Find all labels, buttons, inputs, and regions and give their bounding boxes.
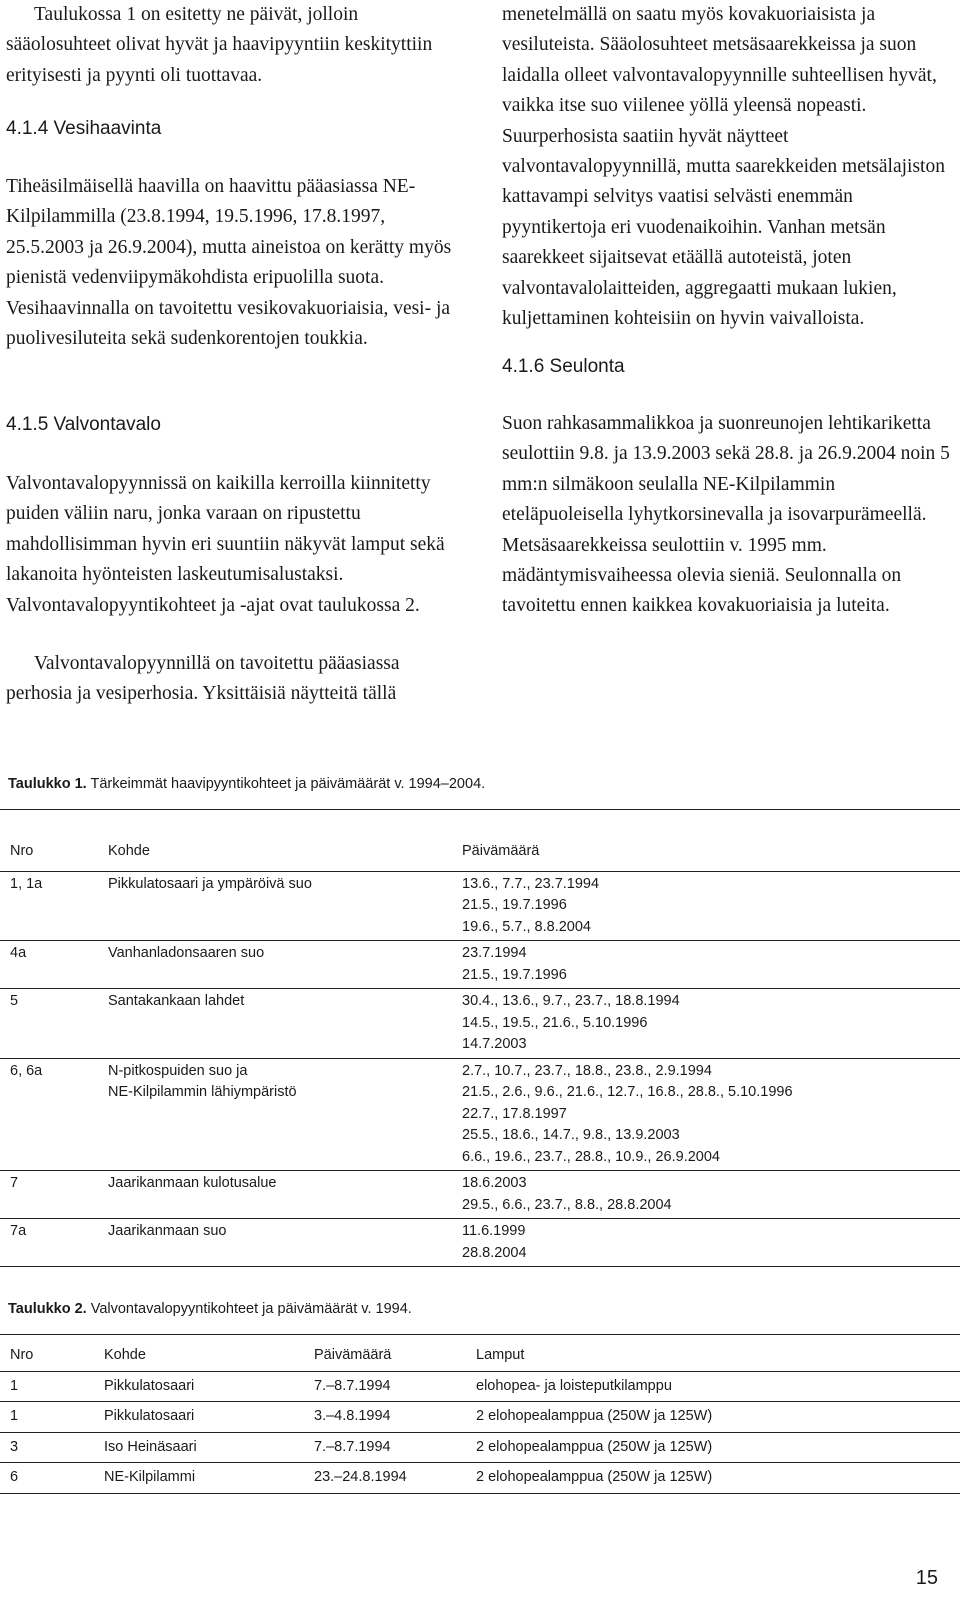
table1-cell-kohde: [108, 1058, 462, 1171]
table1-kohde-line: Pikkulatosaari ja ympäröivä suo: [108, 875, 312, 892]
table1-cell-kohde: [108, 1171, 462, 1219]
table1-date-line: 30.4., 13.6., 9.7., 23.7., 18.8.1994: [462, 993, 680, 1009]
vesihaavinta-paragraph: Tiheäsilmäisellä haavilla on haavittu pääasiassa NE-Kilpilammilla (23.8.1994, 19.5.1996, 17.8.1997, 25.5.2003 ja 26.9.2004), mutta aineistoa on kerätty myös pienistä vedenviipymäkohdista eripuolilla suota. Vesihaavinnalla on tavoitettu vesikovakuoriaisia, vesi- ja puolivesiluteita sekä sudenkorentojen toukkia.: [6, 176, 452, 350]
table1-cell-nro: 4a: [0, 941, 108, 989]
table1-caption-label: Taulukko 1.: [8, 776, 87, 792]
table2-cell-paivamaara: 23.–24.8.1994: [314, 1463, 476, 1494]
table1-row: [0, 1058, 960, 1171]
table1-cell-dates: [462, 989, 960, 1059]
continuation-paragraph: menetelmällä on saatu myös kovakuoriaisista ja vesiluteista. Sääolosuhteet metsäsaarekkeissa ja suon laidalla olleet valvontavalopyynnille suhteellisen hyvät, vaikka itse suo viilenee yöllä yleensä nopeasti. Suurperhosista saatiin hyvät näytteet valvontavalopyynnillä, mutta saarekkeiden metsälajiston kattavampi selvitys vaatisi selvästi enemmän pyyntikertoja eri vuodenaikoihin. Vanhan metsän saarekkeet sijaitsevat etäällä autoteistä, joten valvontavalolaitteiden, aggregaatti mukaan lukien, kuljettaminen kohteisiin on hyvin vaivalloista.: [502, 4, 945, 330]
table1-kohde-line: Jaarikanmaan suo: [108, 1223, 227, 1239]
table2-header-nro: Nro: [0, 1341, 104, 1371]
table2-row: [0, 1371, 960, 1402]
table2-cell-paivamaara: 3.–4.8.1994: [314, 1402, 476, 1433]
table1-cell-nro: 1, 1a: [0, 871, 108, 941]
table2-caption: [8, 1301, 412, 1317]
table1-header-row: [0, 834, 960, 871]
table2-top-rule: [0, 1334, 960, 1335]
table2-header-row: [0, 1341, 960, 1371]
table2-cell-lamput: 2 elohopealamppua (250W ja 125W): [476, 1432, 960, 1463]
table1-cell-dates: [462, 941, 960, 989]
table1-caption-text: Tärkeimmät haavipyyntikohteet ja päivämäärät v. 1994–2004.: [90, 776, 486, 792]
table1-cell-nro: 6, 6a: [0, 1058, 108, 1171]
table1-cell-kohde: [108, 1219, 462, 1267]
valvontavalo-paragraph-2: Valvontavalopyynnillä on tavoitettu pääasiassa perhosia ja vesiperhosia. Yksittäisiä näytteitä tällä: [6, 653, 400, 705]
table1-cell-nro: 7: [0, 1171, 108, 1219]
table2-cell-lamput: 2 elohopealamppua (250W ja 125W): [476, 1463, 960, 1494]
table1-date-line: 22.7., 17.8.1997: [462, 1105, 567, 1122]
seulonta-paragraph: Suon rahkasammalikkoa ja suonreunojen lehtikariketta seulottiin 9.8. ja 13.9.2003 sekä 28.8. ja 26.9.2004 noin 5 mm:n silmäkoon seulalla NE-Kilpilammin eteläpuoleisella lyhytkorsinevalla ja isovarpurämeellä. Metsäsaarekkeissa seulottiin v. 1995 mm. mädäntymisvaiheessa olevia sieniä. Seulonnalla on tavoitettu ennen kaikkea kovakuoriaisia ja luteita.: [502, 413, 950, 617]
table1-date-line: 21.5., 19.7.1996: [462, 966, 567, 983]
table2-cell-kohde: Pikkulatosaari: [104, 1402, 314, 1433]
table1-kohde-line: Santakankaan lahdet: [108, 993, 245, 1009]
table1-date-line: 6.6., 19.6., 23.7., 28.8., 10.9., 26.9.2004: [462, 1148, 720, 1165]
table2-row: [0, 1463, 960, 1494]
table2: [0, 1341, 960, 1494]
table1-date-line: 14.7.2003: [462, 1036, 527, 1052]
table1-cell-dates: [462, 1219, 960, 1267]
heading-vesihaavinta: 4.1.4 Vesihaavinta: [6, 118, 162, 139]
heading-valvontavalo: 4.1.5 Valvontavalo: [6, 414, 161, 435]
heading-seulonta: 4.1.6 Seulonta: [502, 356, 625, 377]
table1-date-line: 23.7.1994: [462, 945, 527, 961]
table1-date-line: 2.7., 10.7., 23.7., 18.8., 23.8., 2.9.1994: [462, 1062, 712, 1079]
table1-row: [0, 989, 960, 1059]
table2-cell-nro: 6: [0, 1463, 104, 1494]
table2-caption-text: Valvontavalopyyntikohteet ja päivämäärät v. 1994.: [90, 1301, 412, 1317]
table2-cell-kohde: NE-Kilpilammi: [104, 1463, 314, 1494]
table1-date-line: 13.6., 7.7., 23.7.1994: [462, 875, 600, 892]
table2-cell-nro: 3: [0, 1432, 104, 1463]
table1-date-line: 14.5., 19.5., 21.6., 5.10.1996: [462, 1014, 648, 1031]
table1-date-line: 21.5., 2.6., 9.6., 21.6., 12.7., 16.8., 28.8., 5.10.1996: [462, 1084, 793, 1100]
table1-header-paivamaara: Päivämäärä: [462, 834, 960, 871]
table1-kohde-line: NE-Kilpilammin lähiympäristö: [108, 1084, 297, 1100]
table1-cell-dates: [462, 871, 960, 941]
table1-date-line: 18.6.2003: [462, 1175, 527, 1191]
table1: [0, 834, 960, 1267]
table2-header-kohde: Kohde: [104, 1341, 314, 1371]
table1-header-kohde: Kohde: [108, 834, 462, 871]
table1-cell-kohde: [108, 989, 462, 1059]
table1-row: [0, 1219, 960, 1267]
table2-body: [0, 1371, 960, 1493]
table1-cell-nro: 5: [0, 989, 108, 1059]
valvontavalo-paragraph-1: Valvontavalopyynnissä on kaikilla kerroilla kiinnitetty puiden väliin naru, jonka varaan on ripustettu mahdollisimman hyvin eri suuntiin näkyvät lamput sekä lakanoita hyönteisten laskeutumisalustaksi. Valvontavalopyyntikohteet ja -ajat ovat taulukossa 2.: [6, 473, 445, 616]
table2-cell-kohde: Pikkulatosaari: [104, 1371, 314, 1402]
table1-kohde-line: Vanhanladonsaaren suo: [108, 945, 265, 961]
table1-date-line: 19.6., 5.7., 8.8.2004: [462, 918, 591, 935]
table2-cell-paivamaara: 7.–8.7.1994: [314, 1432, 476, 1463]
table1-cell-nro: 7a: [0, 1219, 108, 1267]
table1-kohde-line: N-pitkospuiden suo ja: [108, 1062, 248, 1079]
table1-body: [0, 871, 960, 1267]
table1-top-rule: [0, 809, 960, 810]
table1-caption: [8, 776, 485, 792]
table1-cell-kohde: [108, 941, 462, 989]
table2-row: [0, 1402, 960, 1433]
table1-date-line: 29.5., 6.6., 23.7., 8.8., 28.8.2004: [462, 1196, 672, 1213]
table1-cell-dates: [462, 1058, 960, 1171]
table2-cell-nro: 1: [0, 1402, 104, 1433]
table1-date-line: 25.5., 18.6., 14.7., 9.8., 13.9.2003: [462, 1127, 680, 1143]
table2-cell-lamput: 2 elohopealamppua (250W ja 125W): [476, 1402, 960, 1433]
table1-cell-kohde: [108, 871, 462, 941]
table1-row: [0, 941, 960, 989]
table2-header-lamput: Lamput: [476, 1341, 960, 1371]
table1-header-nro: Nro: [0, 834, 108, 871]
intro-paragraph: Taulukossa 1 on esitetty ne päivät, jolloin sääolosuhteet olivat hyvät ja haavipyyntiin keskityttiin erityisesti ja pyynti oli tuottavaa.: [6, 4, 433, 86]
table1-date-line: 11.6.1999: [462, 1223, 526, 1239]
page-number: 15: [915, 1567, 938, 1589]
table2-row: [0, 1432, 960, 1463]
table2-header-paivamaara: Päivämäärä: [314, 1341, 476, 1371]
table1-row: [0, 1171, 960, 1219]
table2-caption-label: Taulukko 2.: [8, 1301, 87, 1317]
table2-cell-lamput: elohopea- ja loisteputkilamppu: [476, 1371, 960, 1402]
table2-cell-paivamaara: 7.–8.7.1994: [314, 1371, 476, 1402]
table2-cell-nro: 1: [0, 1371, 104, 1402]
table1-date-line: 28.8.2004: [462, 1244, 527, 1261]
table1-cell-dates: [462, 1171, 960, 1219]
table1-date-line: 21.5., 19.7.1996: [462, 897, 567, 913]
table1-row: [0, 871, 960, 941]
table1-kohde-line: Jaarikanmaan kulotusalue: [108, 1175, 277, 1191]
table2-cell-kohde: Iso Heinäsaari: [104, 1432, 314, 1463]
